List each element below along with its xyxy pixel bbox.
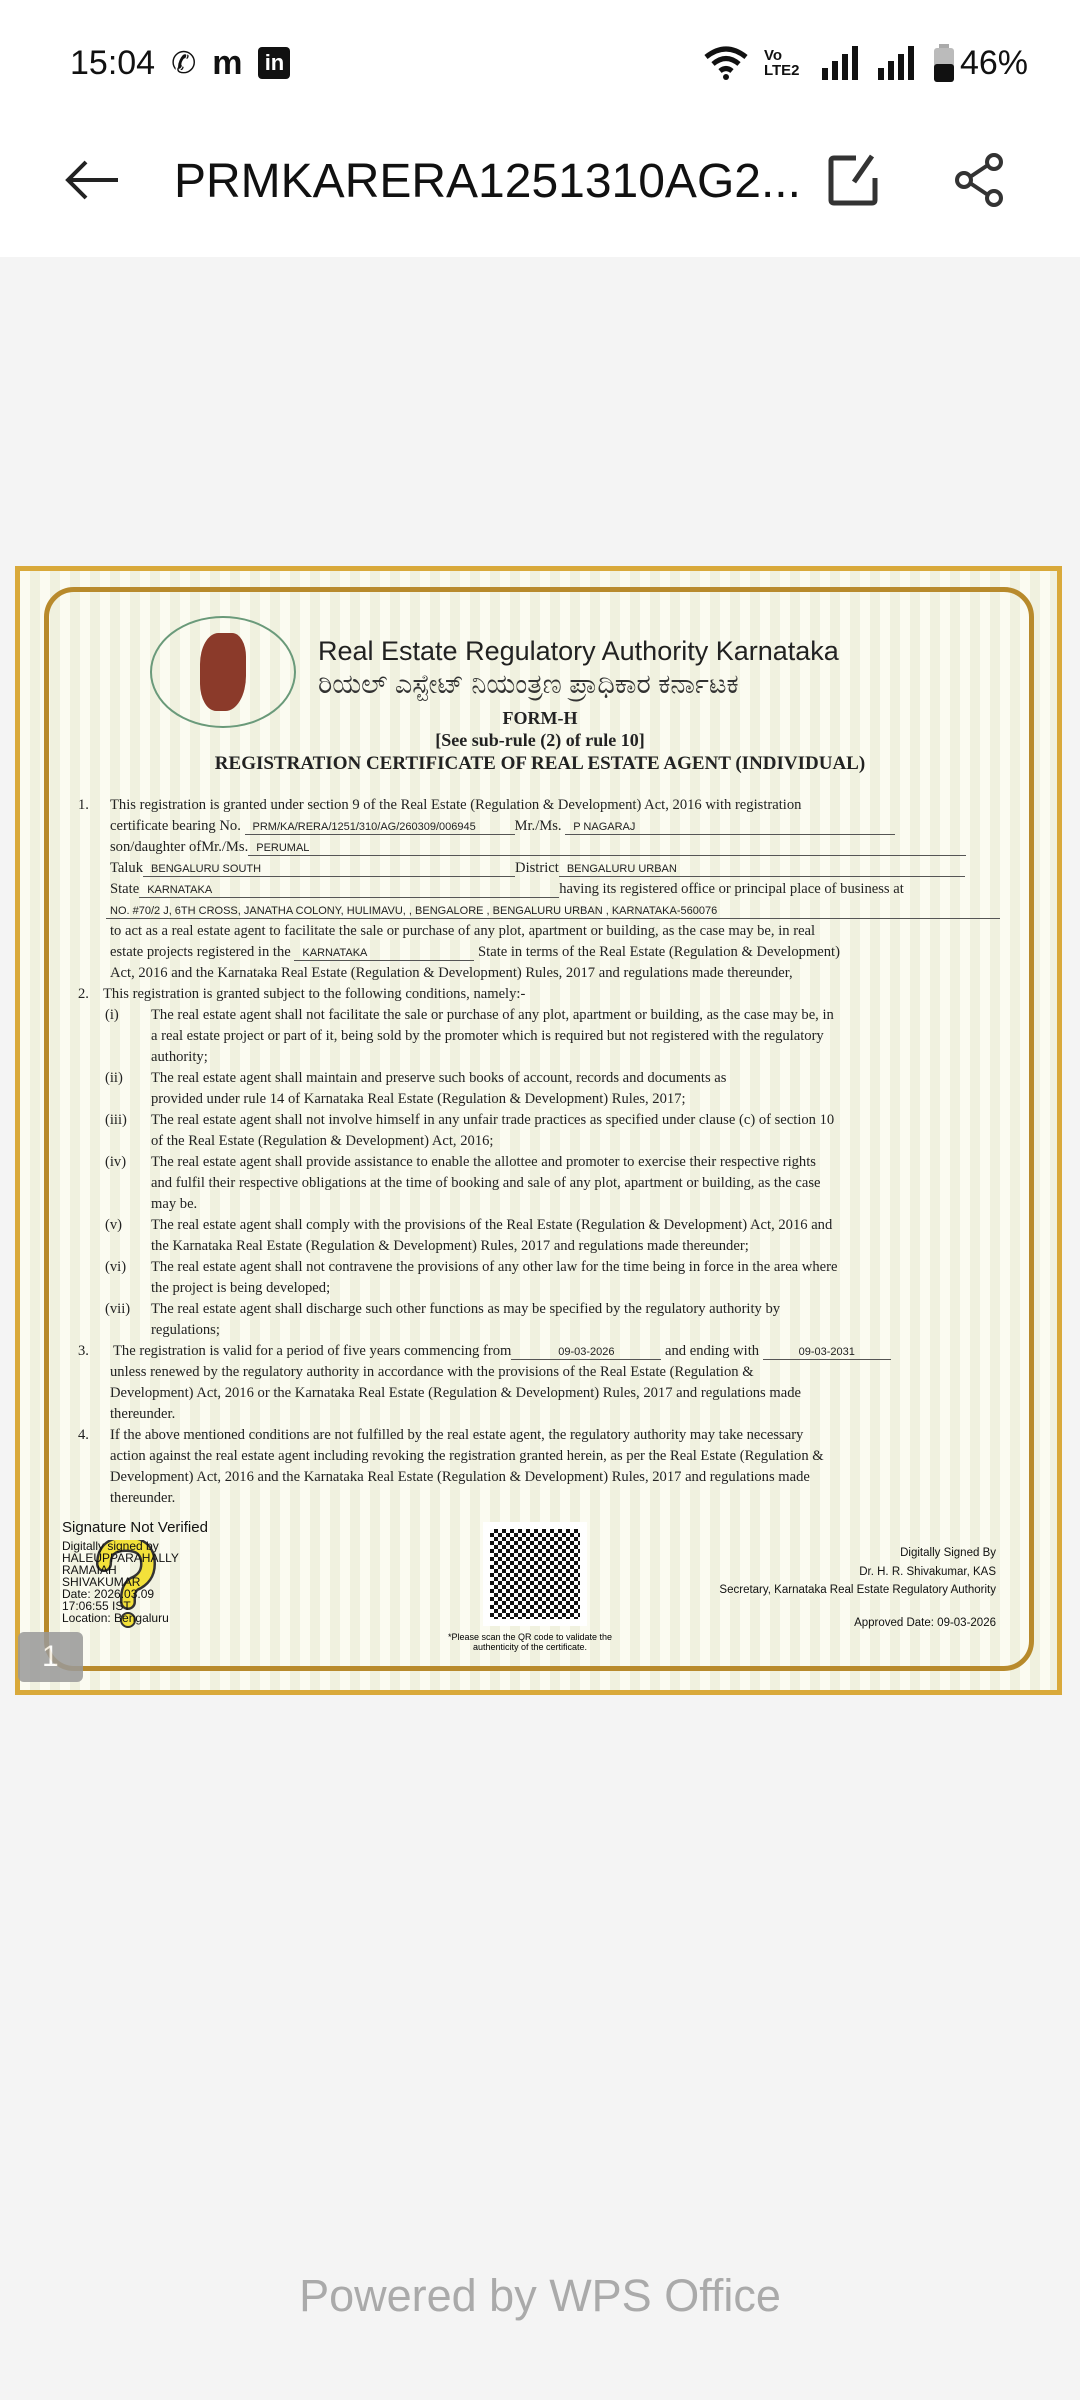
text: Date: 2026.03.09 [62,1587,155,1601]
top-bar [0,0,1080,257]
clock: 15:04 [70,43,156,82]
authority-name-en: Real Estate Regulatory Authority Karnataka [318,636,839,666]
text: SHIVAKUMAR [62,1575,141,1589]
validity-end-date: 09-03-2031 [763,1345,891,1360]
text: the Karnataka Real Estate (Regulation & Development) Rules, 2017 and regulations made thereunder; [151,1238,749,1254]
registration-number: PRM/KA/RERA/1251/310/AG/260309/006945 [245,820,515,835]
qr-note: *Please scan the QR code to validate the authenticity of the certificate. [447,1632,613,1652]
karnataka-map-emblem [200,633,246,711]
condition-item [0,1068,1080,1110]
signal-icon-2 [878,46,918,80]
text: Act, 2016 and the Karnataka Real Estate (Regulation & Development) Rules, 2017 and regulations made thereunder, [110,965,793,981]
certificate-heading: REGISTRATION CERTIFICATE OF REAL ESTATE AGENT (INDIVIDUAL) [214,753,866,774]
text: of the Real Estate (Regulation & Development) Act, 2016; [151,1133,494,1149]
powered-by-footer: Powered by WPS Office [299,2270,781,2321]
text: State [110,881,140,897]
approved-date: Approved Date: 09-03-2026 [854,1616,996,1629]
text: a real estate project or part of it, being sold by the promoter which is required but not registered with the regulatory [151,1028,824,1044]
text: The real estate agent shall not contravene the provisions of any other law for the time being in force in the area where [151,1259,838,1275]
condition-item [0,1257,1080,1299]
text: Development) Act, 2016 and the Karnataka Real Estate (Regulation & Development) Rules, 2017 and regulations made [110,1469,810,1485]
text: HALEUPPARAHALLY [62,1551,179,1565]
back-arrow-icon[interactable] [64,158,120,202]
page-number-badge: 1 [18,1632,83,1682]
status-bar [70,38,1028,88]
text: The real estate agent shall maintain and preserve such books of account, records and documents as [151,1070,727,1086]
text: The real estate agent shall not involve himself in any unfair trade practices as specified under clause (c) of section 10 [151,1112,835,1128]
validity-start-date: 09-03-2026 [511,1345,661,1360]
clause-4 [0,1425,1080,1509]
linkedin-icon: in [258,47,290,79]
condition-item [0,1299,1080,1341]
text: certificate bearing No. [110,818,241,834]
condition-item [0,1152,1080,1215]
text: 17:06:55 IST [62,1599,131,1613]
text: The real estate agent shall not facilitate the sale or purchase of any plot, apartment or building, as the case may be, in [151,1007,834,1023]
condition-number: (vi) [105,1259,127,1275]
m-icon: m [212,43,243,82]
wifi-icon [704,45,748,81]
registered-state: KARNATAKA [294,946,474,961]
text: The registration is valid for a period of five years commencing from [113,1343,512,1359]
text: The real estate agent shall provide assistance to enable the allottee and promoter to exercise their respective rights [151,1154,816,1170]
condition-number: (i) [105,1007,119,1023]
app-bar [0,140,1080,226]
text: Taluk [110,860,144,876]
battery-level: 46% [959,43,1028,82]
clause-number: 2. [78,986,89,1002]
text: estate projects registered in the [110,944,291,960]
business-address: NO. #70/2 J, 6TH CROSS, JANATHA COLONY, HULIMAVU, , BENGALORE , BENGALURU URBAN , KARNATAKA-560076 [106,904,1000,919]
text: and ending with [665,1343,760,1359]
text: Location: Bengaluru [62,1611,169,1625]
text: to act as a real estate agent to facilitate the sale or purchase of any plot, apartment or building, as the case may be, in real [110,923,816,939]
text: If the above mentioned conditions are not fulfilled by the real estate agent, the regulatory authority may take necessary [110,1427,804,1443]
text: authority; [151,1049,208,1065]
battery-icon [934,44,954,82]
text: son/daughter ofMr./Ms. [110,839,249,855]
certificate-body [0,795,1080,1509]
document-title: PRMKARERA1251310AG2... [174,155,801,208]
form-label: FORM-H [502,708,578,728]
text: District [515,860,559,876]
text: having its registered office or principal place of business at [559,881,904,897]
text: State in terms of the Real Estate (Regulation & Development) [478,944,840,960]
text: Digitally signed by [62,1539,159,1553]
text: thereunder. [110,1406,176,1422]
district: BENGALURU URBAN [559,862,965,877]
condition-number: (v) [105,1217,123,1233]
condition-number: (iii) [105,1112,127,1128]
taluk: BENGALURU SOUTH [143,862,515,877]
text: Mr./Ms. [514,818,562,834]
text: The real estate agent shall discharge such other functions as may be specified by the regulatory authority by [151,1301,781,1317]
condition-item [0,1110,1080,1152]
signal-icon [822,46,862,80]
text: The real estate agent shall comply with the provisions of the Real Estate (Regulation & Development) Act, 2016 and [151,1217,833,1233]
whatsapp-icon: ✆ [171,46,197,80]
text: unless renewed by the regulatory authority in accordance with the provisions of the Real Estate (Regulation & [110,1364,754,1380]
clause-number: 1. [78,797,89,813]
clause-number: 4. [78,1427,89,1443]
parent-name: PERUMAL [248,841,966,856]
text: Digitally Signed By [900,1547,996,1559]
condition-number: (ii) [105,1070,123,1086]
edit-icon[interactable] [826,152,882,208]
text: This registration is granted under section 9 of the Real Estate (Regulation & Development) Act, 2016 with registration [110,797,802,813]
text: may be. [151,1196,198,1212]
subrule-label: [See sub-rule (2) of rule 10] [435,730,645,750]
text: Secretary, Karnataka Real Estate Regulatory Authority [719,1584,996,1596]
network-type: Vo LTE2 [763,47,800,79]
text: This registration is granted subject to the following conditions, namely:- [103,986,526,1002]
share-icon[interactable] [952,152,1008,208]
text: Dr. H. R. Shivakumar, KAS [859,1565,996,1578]
authority-name-kn: ರಿಯಲ್ ಎಸ್ಟೇಟ್ ನಿಯಂತ್ರಣ ಪ್ರಾಧಿಕಾರ ಕರ್ನಾಟಕ [318,669,739,699]
text: action against the real estate agent including revoking the registration granted herein, as per the Real Estate (Regulation & [110,1448,824,1464]
qr-code [483,1522,587,1626]
text: and fulfil their respective obligations at the time of booking and sale of any plot, apartment or building, as the case [151,1175,821,1191]
condition-number: (iv) [105,1154,127,1170]
clause-number: 3. [78,1343,89,1359]
text: provided under rule 14 of Karnataka Real Estate (Regulation & Development) Rules, 2017; [151,1091,686,1107]
text: Development) Act, 2016 or the Karnataka Real Estate (Regulation & Development) Rules, 2017 and regulations made [110,1385,801,1401]
text: thereunder. [110,1490,176,1506]
agent-name: P NAGARAJ [565,820,895,835]
condition-item [0,1005,1080,1068]
signature-status: Signature Not Verified [62,1519,208,1536]
text: RAMAIAH [62,1563,117,1577]
digital-signer [719,1544,996,1632]
text: regulations; [151,1322,220,1338]
conditions-list [0,1005,1080,1341]
signature-block [62,1520,232,1624]
condition-item [0,1215,1080,1257]
condition-number: (vii) [105,1301,131,1317]
text: the project is being developed; [151,1280,331,1296]
state: KARNATAKA [139,883,559,898]
